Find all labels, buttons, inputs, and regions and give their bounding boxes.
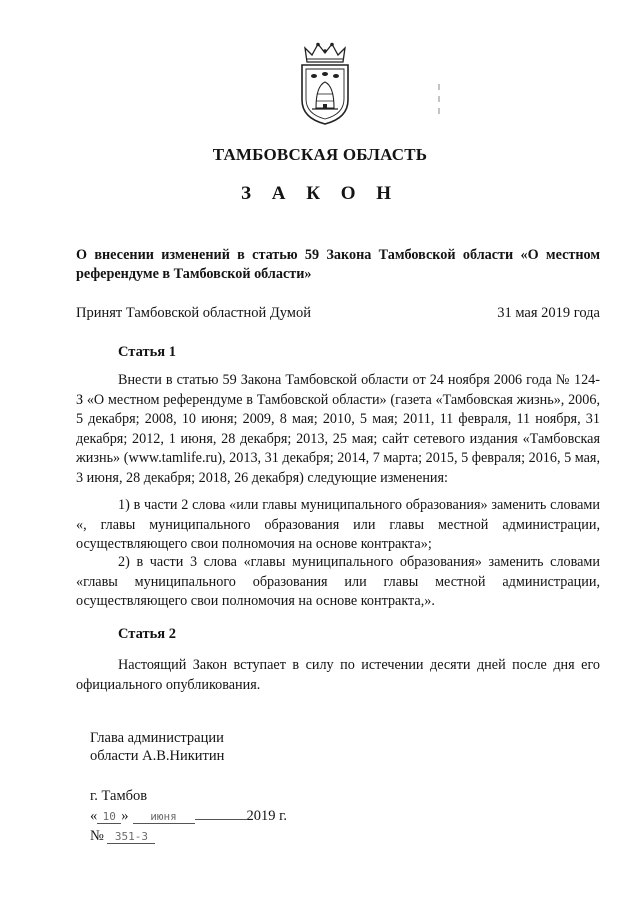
date-close-quote: »: [121, 808, 129, 824]
law-title: З А К О Н: [240, 183, 400, 204]
law-subject: О внесении изменений в статью 59 Закона Тамбовской области «О местном референдуме в Тамбовской области»: [76, 247, 600, 282]
article-2-text: Настоящий Закон вступает в силу по истечении десяти дней после дня его официального опубликования.: [76, 657, 600, 693]
signature-name: области А.В.Никитин: [90, 748, 225, 764]
signing-place: г. Тамбов: [90, 788, 148, 804]
article-2-heading: Статья 2: [118, 626, 176, 642]
law-number: 351-З: [107, 830, 155, 844]
article-1-heading: Статья 1: [118, 344, 176, 360]
registration-number: [90, 828, 155, 845]
date-open-quote: «: [90, 808, 98, 824]
article-1-item-2: 2) в части 3 слова «главы муниципального образования» заменить словами «главы муниципального образования или главы местной администрации, осуществляющего свои полномочия на основе контракта,».: [76, 554, 600, 609]
adoption-date: 31 мая 2019 года: [497, 305, 600, 321]
tambov-coat-of-arms-icon: [296, 42, 354, 126]
signature-block: [90, 729, 224, 765]
signature-title: Глава администрации: [90, 730, 224, 746]
date-day: 10: [97, 810, 121, 824]
date-year: 2019 г.: [246, 808, 288, 824]
region-title: ТАМБОВСКАЯ ОБЛАСТЬ: [212, 145, 428, 164]
margin-mark: [436, 82, 442, 122]
date-blank-line: [195, 819, 247, 820]
signing-date: [90, 808, 287, 825]
article-1-intro: Внести в статью 59 Закона Тамбовской области от 24 ноября 2006 года № 124-З «О местном референдуме в Тамбовской области» (газета «Тамбовская жизнь», 2006, 5 декабря; 2008, 10 июня; 2009, 8 мая; 2010, 5 мая; 2011, 11 февраля, 11 ноября, 31 декабря; 2012, 1 июня, 28 декабря; 2013, 25 мая; сайт сетевого издания «Тамбовская жизнь» (www.tamlife.ru), 2013, 31 декабря; 2014, 7 марта; 2015, 5 февраля; 2016, 5 мая, 3 июня, 28 декабря; 2018, 26 декабря) следующие изменения:: [76, 372, 600, 486]
adopted-by: Принят Тамбовской областной Думой: [76, 305, 311, 321]
adoption-line: [76, 305, 600, 322]
article-1-item-1: 1) в части 2 слова «или главы муниципального образования» заменить словами «, главы муниципального образования или главы местной администрации, осуществляющего свои полномочия на основе контракта»;: [76, 497, 600, 552]
number-sign: №: [90, 828, 104, 844]
date-month: июня: [133, 810, 195, 824]
